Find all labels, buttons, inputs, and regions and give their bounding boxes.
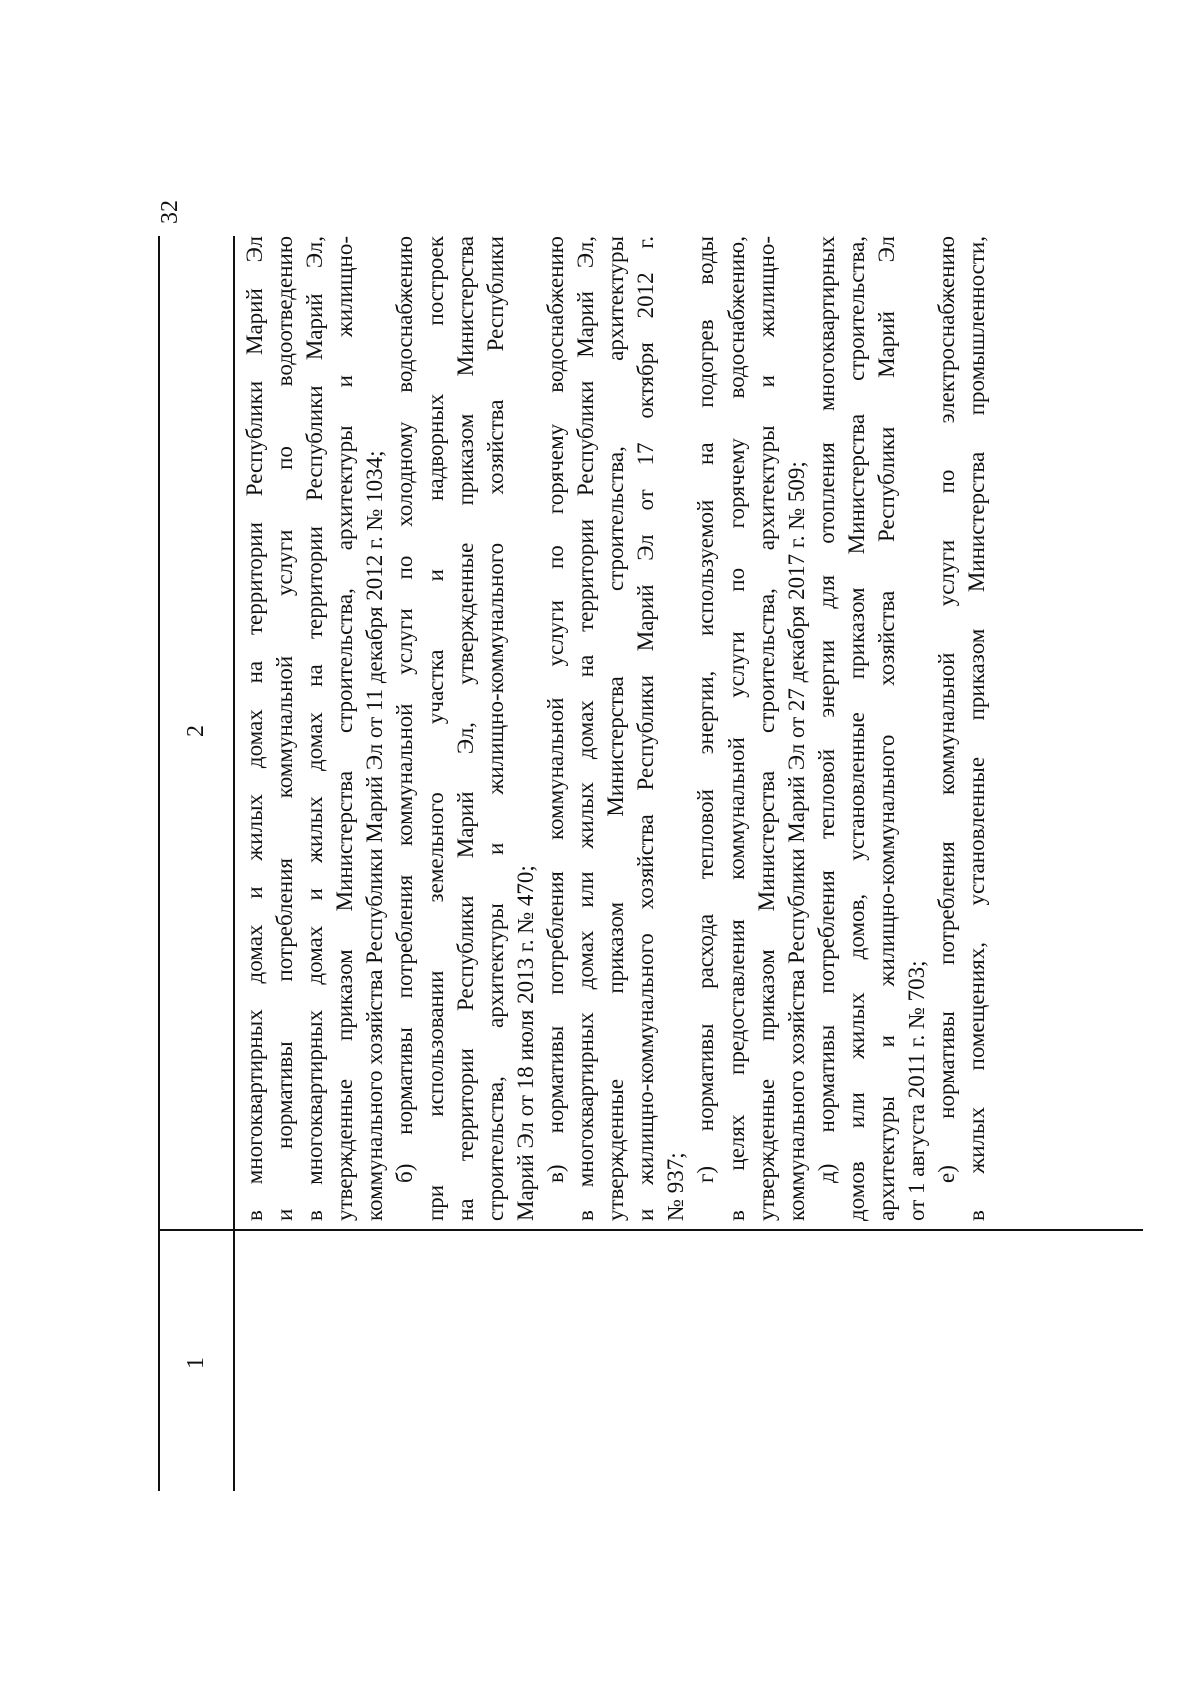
text-line: при использовании земельного участка и надворных построек	[422, 236, 448, 1221]
table-top-border	[158, 236, 160, 1491]
text-line: д) нормативы потребления тепловой энергии для отопления многоквартирных	[813, 236, 839, 1183]
text-line: и нормативы потребления коммунальной услуги по водоотведению	[272, 236, 298, 1221]
header-divider	[233, 236, 235, 1491]
text-line: б) нормативы потребления коммунальной услуги по холодному водоснабжению	[392, 236, 418, 1183]
column-2-text	[240, 236, 992, 1221]
text-line: домов или жилых домов, установленные приказом Министерства строительства,	[843, 236, 869, 1221]
text-line: № 937;	[663, 1152, 689, 1221]
text-line: от 1 августа 2011 г. № 703;	[904, 960, 930, 1221]
text-line: и жилищно-коммунального хозяйства Республики Марий Эл от 17 октября 2012 г.	[633, 236, 659, 1221]
text-line: коммунального хозяйства Республики Марий Эл от 27 декабря 2017 г. № 509;	[783, 461, 809, 1221]
text-line: е) нормативы потребления коммунальной услуги по электроснабжению	[934, 236, 960, 1183]
text-line: в жилых помещениях, установленные приказом Министерства промышленности,	[964, 236, 990, 1221]
text-line: Марий Эл от 18 июля 2013 г. № 470;	[512, 865, 538, 1221]
page-number: 32	[157, 200, 183, 224]
table	[158, 236, 1143, 1491]
text-line: в) нормативы потребления коммунальной услуги по горячему водоснабжению	[542, 236, 568, 1183]
text-line: в многоквартирных домах или жилых домах на территории Республики Марий Эл,	[573, 236, 599, 1221]
text-line: коммунального хозяйства Республики Марий Эл от 11 декабря 2012 г. № 1034;	[362, 450, 388, 1221]
text-line: утвержденные приказом Министерства строительства, архитектуры и жилищно-	[753, 236, 779, 1221]
column-2-header: 2	[183, 725, 209, 737]
text-line: утвержденные приказом Министерства строительства, архитектуры и жилищно-	[332, 236, 358, 1221]
text-line: в целях предоставления коммунальной услуги по горячему водоснабжению,	[723, 236, 749, 1221]
column-1-header: 1	[183, 1357, 209, 1369]
text-line: в многоквартирных домах и жилых домах на территории Республики Марий Эл,	[302, 236, 328, 1221]
text-line: г) нормативы расхода тепловой энергии, используемой на подогрев воды	[693, 236, 719, 1183]
text-line: архитектуры и жилищно-коммунального хозяйства Республики Марий Эл	[873, 236, 899, 1221]
text-line: в многоквартирных домах и жилых домах на территории Республики Марий Эл	[242, 236, 267, 1221]
text-line: на территории Республики Марий Эл, утвержденные приказом Министерства	[452, 236, 478, 1221]
text-line: утвержденные приказом Министерства строительства, архитектуры	[603, 236, 629, 1221]
text-line: строительства, архитектуры и жилищно-коммунального хозяйства Республики	[482, 236, 508, 1221]
column-divider	[158, 1230, 1143, 1232]
